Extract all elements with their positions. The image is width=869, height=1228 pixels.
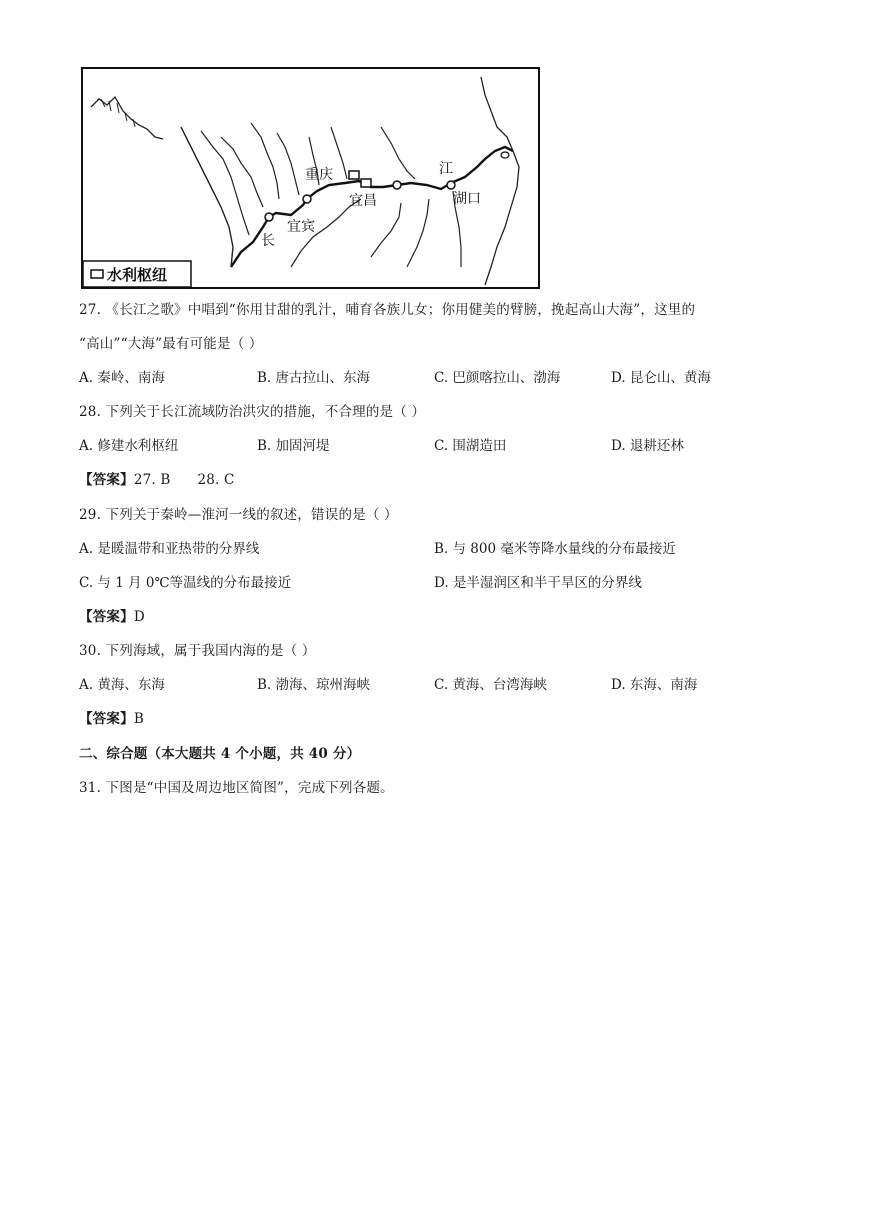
q30-option-c: C. 黄海、台湾海峡 [434, 677, 547, 693]
q29-option-c: C. 与 1 月 0℃等温线的分布最接近 [79, 575, 292, 591]
section-2-title: 二、综合题（本大题共 4 个小题，共 40 分） [79, 746, 361, 762]
answer-label: 【答案】 [79, 609, 134, 625]
q30-stem: 30. 下列海域，属于我国内海的是（ ） [79, 643, 316, 659]
q28-stem: 28. 下列关于长江流域防治洪灾的措施，不合理的是（ ） [79, 404, 426, 420]
answer-label: 【答案】 [79, 711, 134, 727]
answer-text: 27. B 28. C [133, 472, 235, 488]
q27-option-c: C. 巴颜喀拉山、渤海 [434, 370, 561, 386]
label-yibin: 宜宾 [287, 219, 315, 235]
legend-label: 水利枢纽 [107, 266, 168, 284]
q27-option-d: D. 昆仑山、黄海 [611, 370, 711, 386]
answer-27-28 [79, 470, 235, 490]
answer-text: D [133, 609, 145, 625]
q29-option-d: D. 是半湿润区和半干旱区的分界线 [434, 575, 642, 591]
q27-stem-line2: “高山”“大海”最有可能是（ ） [79, 336, 263, 352]
city-yichang-dot [393, 181, 401, 189]
map-svg [81, 67, 540, 289]
city-chongqing-dot [303, 195, 311, 203]
city-hukou-dot [447, 181, 455, 189]
label-jiang: 江 [439, 161, 453, 177]
q28-option-b: B. 加固河堤 [257, 438, 330, 454]
q28-option-a: A. 修建水利枢纽 [79, 438, 179, 454]
q29-stem: 29. 下列关于秦岭—淮河一线的叙述，错误的是（ ） [79, 507, 398, 523]
answer-29 [79, 607, 145, 627]
dam-marker-1 [349, 171, 359, 179]
label-yichang: 宜昌 [349, 193, 377, 209]
answer-text: B [133, 711, 144, 727]
q30-option-d: D. 东海、南海 [611, 677, 698, 693]
label-chongqing: 重庆 [305, 167, 333, 183]
q29-option-b: B. 与 800 毫米等降水量线的分布最接近 [434, 541, 676, 557]
answer-label: 【答案】 [79, 472, 134, 488]
q31-stem: 31. 下图是“中国及周边地区简图”，完成下列各题。 [79, 780, 394, 796]
q27-option-a: A. 秦岭、南海 [79, 370, 165, 386]
q27-stem-line1: 27. 《长江之歌》中唱到“你用甘甜的乳汁，哺育各族儿女；你用健美的臂膀，挽起高山大海”，这里的 [79, 302, 696, 318]
q28-option-c: C. 围湖造田 [434, 438, 507, 454]
yangtze-river-map [81, 67, 540, 289]
dam-marker-2 [361, 179, 371, 187]
q27-option-b: B. 唐古拉山、东海 [257, 370, 371, 386]
answer-30 [79, 709, 144, 729]
q29-option-a: A. 是暖温带和亚热带的分界线 [79, 541, 260, 557]
q30-option-b: B. 渤海、琼州海峡 [257, 677, 371, 693]
city-yibin-dot [265, 213, 273, 221]
legend-dam-icon [91, 270, 103, 278]
label-chang: 长 [261, 233, 275, 249]
q28-option-d: D. 退耕还林 [611, 438, 684, 454]
label-hukou: 湖口 [453, 191, 481, 207]
q30-option-a: A. 黄海、东海 [79, 677, 165, 693]
